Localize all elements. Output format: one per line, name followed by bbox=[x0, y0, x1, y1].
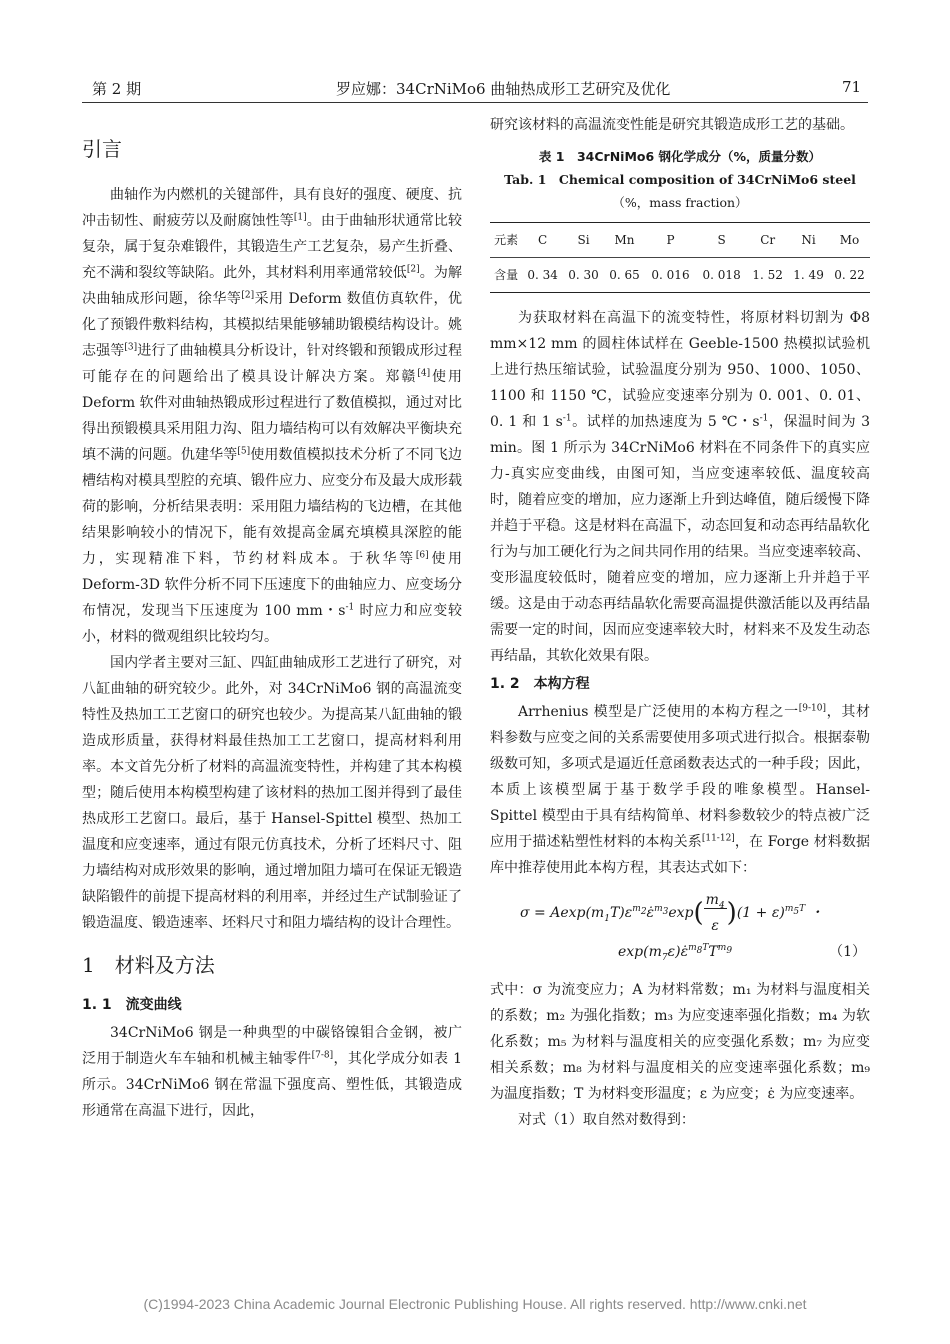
table-cell: Mo bbox=[829, 223, 870, 258]
intro-paragraph-2: 国内学者主要对三缸、四缸曲轴成形工艺进行了研究，对八缸曲轴的研究较少。此外，对 34CrNiMo6 钢的高温流变特性及热加工工艺窗口的研究也较少。为提高某八缸曲轴的锻造成形质量，获得材料最佳热加工工艺窗口，提高材料利用率。本文首先分析了材料的高温流变特性，并构建了其本构模型；随后使用本构模型构建了该材料的热加工图并得到了最佳热成形工艺窗口。最后，基于 Hansel-Spittel 模型、热加工温度和应变速率，通过有限元仿真技术，分析了坯料尺寸、阻力墙结构对成形效果的影响，通过增加阻力墙可在保证无锻造缺陷锻件的前提下提高材料的利用率，并经过生产试制验证了锻造温度、锻造速率、坯料尺寸和阻力墙结构的设计合理性。 bbox=[82, 655, 462, 931]
table-cell: Si bbox=[563, 223, 604, 258]
header-title: 罗应娜：34CrNiMo6 曲轴热成形工艺研究及优化 bbox=[336, 80, 671, 98]
table-cell: Ni bbox=[788, 223, 829, 258]
symbol-definitions: 式中：σ 为流变应力；A 为材料常数；m₁ 为材料与温度相关的系数；m₂ 为强化指数；m₃ 为应变速率强化指数；m₄ 为软化系数；m₅ 为材料与温度相关的应变强化系数；m₇ 为应变相关系数；m₈ 为材料与温度相关的应变速率强化系数；m₉ 为温度指数；T 为材料变形温度；ε 为应变；ε̇ 为应变速率。 bbox=[490, 982, 870, 1102]
table-cell: 0. 65 bbox=[604, 258, 645, 293]
table-cell: P bbox=[645, 223, 696, 258]
right-column bbox=[490, 112, 870, 1133]
table-cell: C bbox=[522, 223, 563, 258]
hansel-spittel-equation bbox=[490, 881, 870, 977]
section-1-2-heading: 1. 2 本构方程 bbox=[490, 676, 590, 692]
table-cell: 元素 bbox=[490, 223, 522, 258]
header-issue: 第 2 期 bbox=[92, 80, 142, 98]
section-1-heading: 1 材料及方法 bbox=[82, 953, 215, 977]
left-column bbox=[82, 112, 462, 1124]
section-1-1-heading: 1. 1 流变曲线 bbox=[82, 997, 182, 1013]
table-header-row bbox=[490, 223, 870, 258]
table-caption-cn: 表 1 34CrNiMo6 钢化学成分（%，质量分数） bbox=[538, 149, 822, 164]
copyright-footer: (C)1994-2023 China Academic Journal Electronic Publishing House. All rights reserved. http://www.cnki.net bbox=[143, 1296, 807, 1312]
table-caption-en-unit: （%，mass fraction） bbox=[612, 195, 748, 210]
constitutive-paragraph: Arrhenius 模型是广泛使用的本构方程之一[9-10]，其材料参数与应变之间的关系需要使用多项式进行拟合。根据泰勒级数可知，多项式是逼近任意函数表达式的一种手段；因此，本质上该模型属于基于数学手段的唯象模型。Hansel-Spittel 模型由于具有结构简单、材料参数较少的特点被广泛应用于描述粘塑性材料的本构关系[11-12]，在 Forge 材料数据库中推荐使用此本构方程，其表达式如下： bbox=[490, 703, 871, 876]
continued-paragraph: 研究该材料的高温流变性能是研究其锻造成形工艺的基础。 bbox=[490, 117, 854, 133]
log-transform-sentence: 对式（1）取自然对数得到： bbox=[518, 1112, 695, 1128]
chemical-composition-table bbox=[490, 222, 870, 293]
header-rule bbox=[82, 102, 868, 103]
equation-line-2: $\exp(m_7\varepsilon)\varepsiloṅ^{m_8T}T^{m_9}$ bbox=[618, 943, 733, 963]
table-cell: 0. 30 bbox=[563, 258, 604, 293]
table-cell: S bbox=[696, 223, 747, 258]
flow-test-paragraph: 为获取材料在高温下的流变特性，将原材料切割为 Φ8 mm×12 mm 的圆柱体试样在 Geeble-1500 热模拟试验机上进行热压缩试验，试验温度分别为 950、1000、1050、1100 和 1150 ℃，试验应变速率分别为 0. 001、0. 01、0. 1 和 1 $s^{-1}$。试样的加热速度为 5 ℃・$s^{-1}$，保温时间为 3 min。图 1 所示为 34CrNiMo6 材料在不同条件下的真实应力-真实应变曲线，由图可知，当应变速率较低、温度较高时，随着应变的增加，应力逐渐上升到达峰值，随后缓慢下降并趋于平稳。这是材料在高温下，动态回复和动态再结晶软化行为与加工硬化行为之间共同作用的结果。当应变速率较高、变形温度较低时，随着应变的增加，应力逐渐上升并趋于平缓。这是由于动态再结晶软化需要高温提供激活能以及再结晶需要一定的时间，因而应变速率较大时，材料来不及发生动态再结晶，其软化效果有限。 bbox=[490, 310, 870, 664]
table-cell: 1. 52 bbox=[747, 258, 788, 293]
table-cell: 0. 016 bbox=[645, 258, 696, 293]
table-row bbox=[490, 258, 870, 293]
header-page-number: 71 bbox=[842, 78, 862, 96]
table-cell: Mn bbox=[604, 223, 645, 258]
intro-heading: 引言 bbox=[82, 137, 122, 161]
equation-number: （1） bbox=[829, 944, 866, 960]
section-1-1-paragraph: 34CrNiMo6 钢是一种典型的中碳铬镍钼合金钢，被广泛用于制造火车车轴和机械主轴零件[7-8]，其化学成分如表 1 所示。34CrNiMo6 钢在常温下强度高、塑性低，其锻造成形通常在高温下进行，因此， bbox=[82, 1025, 463, 1119]
table-cell: 含量 bbox=[490, 258, 522, 293]
table-caption-en: Tab. 1 Chemical composition of 34CrNiMo6 steel bbox=[504, 172, 856, 187]
table-cell: Cr bbox=[747, 223, 788, 258]
table-cell: 0. 018 bbox=[696, 258, 747, 293]
intro-paragraph-1: 曲轴作为内燃机的关键部件，具有良好的强度、硬度、抗冲击韧性、耐疲劳以及耐腐蚀性等[1]。由于曲轴形状通常比较复杂，属于复杂难锻件，其锻造生产工艺复杂，易产生折叠、充不满和裂纹等缺陷。此外，其材料利用率通常较低[2]。为解决曲轴成形问题，徐华等[2]采用 Deform 数值仿真软件，优化了预锻件敷料结构，其模拟结果能够辅助锻模结构设计。姚志强等[3]进行了曲轴模具分析设计，针对终锻和预锻成形过程可能存在的问题给出了模具设计解决方案。郑赣[4]使用 Deform 软件对曲轴热锻成形过程进行了数值模拟，通过对比得出预锻模具采用阻力沟、阻力墙结构可以有效解决平衡块充填不满的问题。仇建华等[5]使用数值模拟技术分析了不同飞边槽结构对模具型腔的充填、锻件应力、应变分布及最大成形载荷的影响，分析结果表明：采用阻力墙结构的飞边槽，在其他结果影响较小的情况下，能有效提高金属充填模具深腔的能力，实现精准下料，节约材料成本。于秋华等[6]使用 Deform-3D 软件分析不同下压速度下的曲轴应力、应变场分布情况，发现当下压速度为 100 mm・$s^{-1}$ 时应力和应变较小，材料的微观组织比较均匀。 bbox=[82, 187, 463, 645]
equation-line-1: $\sigma = Aexp(m_1T)\varepsilon^{m_2}\varepsiloṅ^{m_3}\exp(\frac{m_4}{\varepsilon})(1 + \varepsilon)^{m_5T}$ ・ bbox=[520, 892, 824, 934]
table-cell: 0. 34 bbox=[522, 258, 563, 293]
table-cell: 0. 22 bbox=[829, 258, 870, 293]
table-cell: 1. 49 bbox=[788, 258, 829, 293]
